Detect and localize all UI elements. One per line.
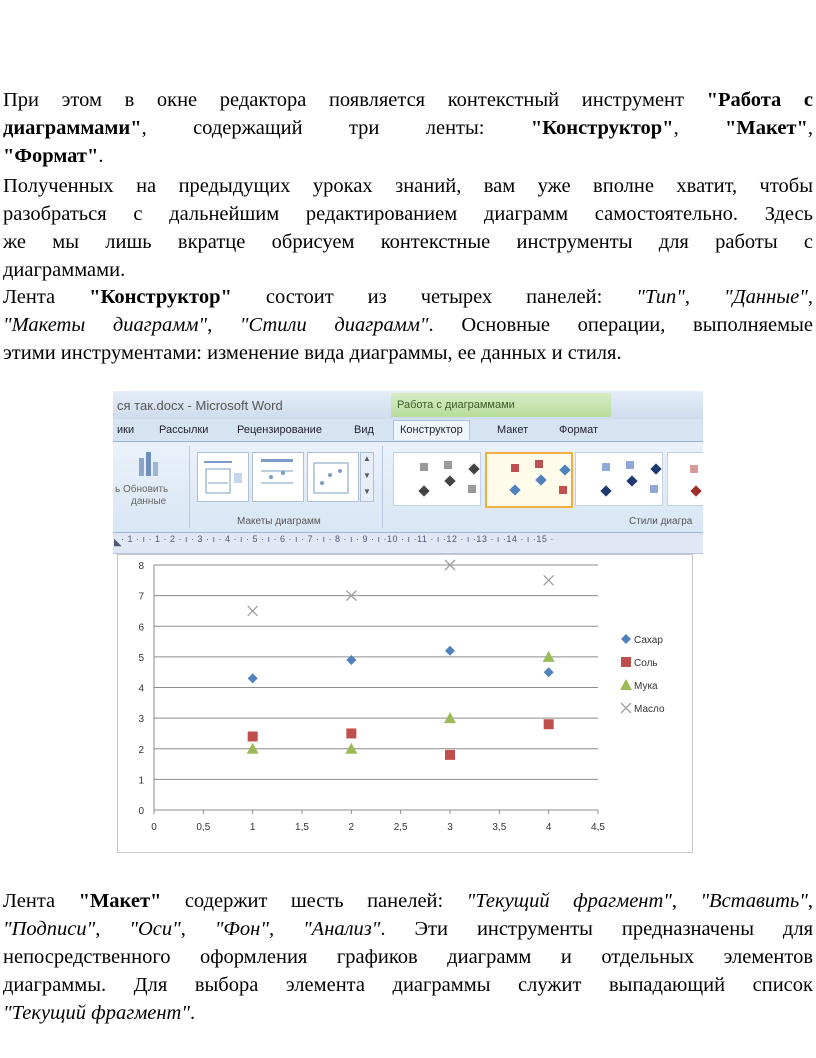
ruler-ticks: · 1 · ı · 1 · 2 · ı · 3 · ı · 4 · ı · 5 · ı · 6 · ı · 7 · ı · 8 · ı · 9 · ı ·10 · ı ·11 · ı ·12 · ı ·13 · ı ·14 · ı ·15 · xyxy=(121,534,554,544)
data-point xyxy=(248,673,258,683)
text-line: Лента "Конструктор" состоит из четырех панелей: "Тип", "Данные", xyxy=(3,286,813,308)
marker-square xyxy=(444,461,452,469)
text-line: Полученных на предыдущих уроках знаний, вам уже вполне хватит, чтобы xyxy=(3,175,813,197)
text-line: этими инструментами: изменение вида диаграммы, ее данных и стиля. xyxy=(3,342,622,364)
legend-marker xyxy=(621,634,631,644)
data-point xyxy=(445,646,455,656)
text-line: диаграммами. xyxy=(3,259,126,281)
legend-label: Масло xyxy=(634,704,665,715)
tab-mailings[interactable]: Рассылки xyxy=(159,424,209,436)
marker-square xyxy=(690,465,698,473)
text-line: непосредственного оформления графиков диаграмм и отдельных элементов xyxy=(3,946,813,968)
style-option-1[interactable] xyxy=(393,452,481,506)
text-line: При этом в окне редактора появляется контекстный инструмент "Работа с xyxy=(3,89,813,111)
marker-square xyxy=(626,461,634,469)
marker-square xyxy=(559,486,567,494)
y-tick-label: 2 xyxy=(138,744,144,756)
x-tick-label: 1,5 xyxy=(295,822,309,833)
marker-diamond xyxy=(626,475,637,486)
marker-diamond xyxy=(650,463,661,474)
layouts-group-label: Макеты диаграмм xyxy=(237,516,321,527)
text-line: диаграммы. Для выбора элемента диаграммы служит выпадающий список xyxy=(3,974,813,996)
marker-diamond xyxy=(559,464,570,475)
marker-diamond xyxy=(418,485,429,496)
chevron-up-icon: ▲ xyxy=(363,454,371,463)
style-option-2[interactable] xyxy=(485,452,573,508)
tab-review[interactable]: Рецензирование xyxy=(237,424,322,436)
text-line: разобраться с дальнейшим редактированием диаграмм самостоятельно. Здесь xyxy=(3,203,813,225)
paragraph-intro xyxy=(3,86,813,170)
y-tick-label: 6 xyxy=(138,622,144,634)
refresh-data-label-2: данные xyxy=(131,496,167,507)
text-line: "Текущий фрагмент". xyxy=(3,1002,196,1024)
refresh-data-label: ь Обновить xyxy=(115,484,169,495)
marker-diamond xyxy=(444,475,455,486)
scatter-chart xyxy=(118,555,692,852)
y-tick-label: 8 xyxy=(138,561,144,572)
layouts-scroll[interactable] xyxy=(360,452,374,502)
text-line: диаграммами", содержащий три ленты: "Конструктор", "Макет", xyxy=(3,117,814,139)
layout-thumbnail-3[interactable] xyxy=(307,452,359,502)
y-tick-label: 5 xyxy=(138,652,144,664)
legend-label: Соль xyxy=(634,658,658,669)
marker-diamond xyxy=(690,485,701,496)
contextual-tab-title: Работа с диаграммами xyxy=(397,399,515,411)
paragraph-knowledge xyxy=(3,172,813,284)
x-tick-label: 2 xyxy=(348,822,355,833)
x-tick-label: 3 xyxy=(447,822,453,833)
x-tick-label: 4,5 xyxy=(591,822,605,833)
layout-2-icon xyxy=(253,453,303,501)
x-tick-label: 0 xyxy=(151,822,157,833)
tab-designer[interactable]: Конструктор xyxy=(393,420,470,440)
y-tick-label: 4 xyxy=(138,683,144,695)
tab-view[interactable]: Вид xyxy=(354,424,374,436)
y-tick-label: 7 xyxy=(138,591,144,603)
data-point xyxy=(248,732,258,742)
legend-marker xyxy=(621,703,631,713)
refresh-data-button[interactable] xyxy=(113,442,187,512)
chart-frame[interactable] xyxy=(117,554,693,853)
expand-icon: ▼ xyxy=(363,487,371,496)
layout-3-icon xyxy=(308,453,358,501)
marker-square xyxy=(602,463,610,471)
marker-diamond xyxy=(535,474,546,485)
marker-square xyxy=(511,464,519,472)
x-tick-label: 0,5 xyxy=(196,822,211,833)
tab-partial[interactable]: ики xyxy=(117,424,135,436)
y-tick-label: 3 xyxy=(138,714,144,726)
refresh-data-icon xyxy=(135,448,165,480)
data-point xyxy=(248,606,258,616)
tab-layout[interactable]: Макет xyxy=(497,424,529,436)
window-title: ся так.docx - Microsoft Word xyxy=(117,398,283,413)
word-screenshot xyxy=(113,391,703,856)
data-point xyxy=(544,575,554,585)
group-divider xyxy=(382,446,383,528)
data-point xyxy=(544,719,554,729)
data-point xyxy=(445,750,455,760)
text-line: Лента "Макет" содержит шесть панелей: "Текущий фрагмент", "Вставить", xyxy=(3,890,813,912)
legend-label: Мука xyxy=(634,681,658,692)
data-point xyxy=(544,667,554,677)
paragraph-designer xyxy=(3,283,813,367)
style-option-4[interactable] xyxy=(667,452,703,506)
ribbon-panel xyxy=(113,442,703,533)
tab-format[interactable]: Формат xyxy=(559,424,599,436)
marker-square xyxy=(650,485,658,493)
ruler-marker-icon: ◣ xyxy=(114,537,122,548)
paragraph-layout xyxy=(3,887,813,1027)
data-point xyxy=(346,728,356,738)
legend-marker xyxy=(620,679,632,690)
legend-label: Сахар xyxy=(634,635,663,646)
y-tick-label: 0 xyxy=(138,806,144,817)
group-divider xyxy=(189,446,190,528)
style-option-3[interactable] xyxy=(575,452,663,506)
marker-diamond xyxy=(468,463,479,474)
styles-group-label: Стили диагра xyxy=(629,516,693,527)
layout-thumbnail-2[interactable] xyxy=(252,452,304,502)
legend-marker xyxy=(621,657,631,667)
marker-square xyxy=(420,463,428,471)
chevron-down-icon: ▼ xyxy=(363,471,371,480)
y-tick-label: 1 xyxy=(138,775,144,787)
contextual-tab-header xyxy=(391,393,611,417)
text-line: "Формат". xyxy=(3,145,104,167)
x-tick-label: 1 xyxy=(249,822,256,833)
horizontal-ruler[interactable] xyxy=(113,533,703,554)
marker-square xyxy=(535,460,543,468)
ribbon-tabs xyxy=(113,419,703,442)
x-tick-label: 2,5 xyxy=(393,822,408,833)
layout-1-icon xyxy=(198,453,248,501)
text-line: "Макеты диаграмм", "Стили диаграмм". Основные операции, выполняемые xyxy=(3,314,813,336)
layout-thumbnail-1[interactable] xyxy=(197,452,249,502)
x-tick-label: 4 xyxy=(545,822,552,833)
marker-diamond xyxy=(509,484,520,495)
text-line: же мы лишь вкратце обрисуем контекстные инструменты для работы с xyxy=(3,231,813,253)
marker-square xyxy=(468,485,476,493)
marker-diamond xyxy=(600,485,611,496)
x-tick-label: 3,5 xyxy=(492,822,507,833)
text-line: "Подписи", "Оси", "Фон", "Анализ". Эти инструменты предназначены для xyxy=(3,918,814,940)
